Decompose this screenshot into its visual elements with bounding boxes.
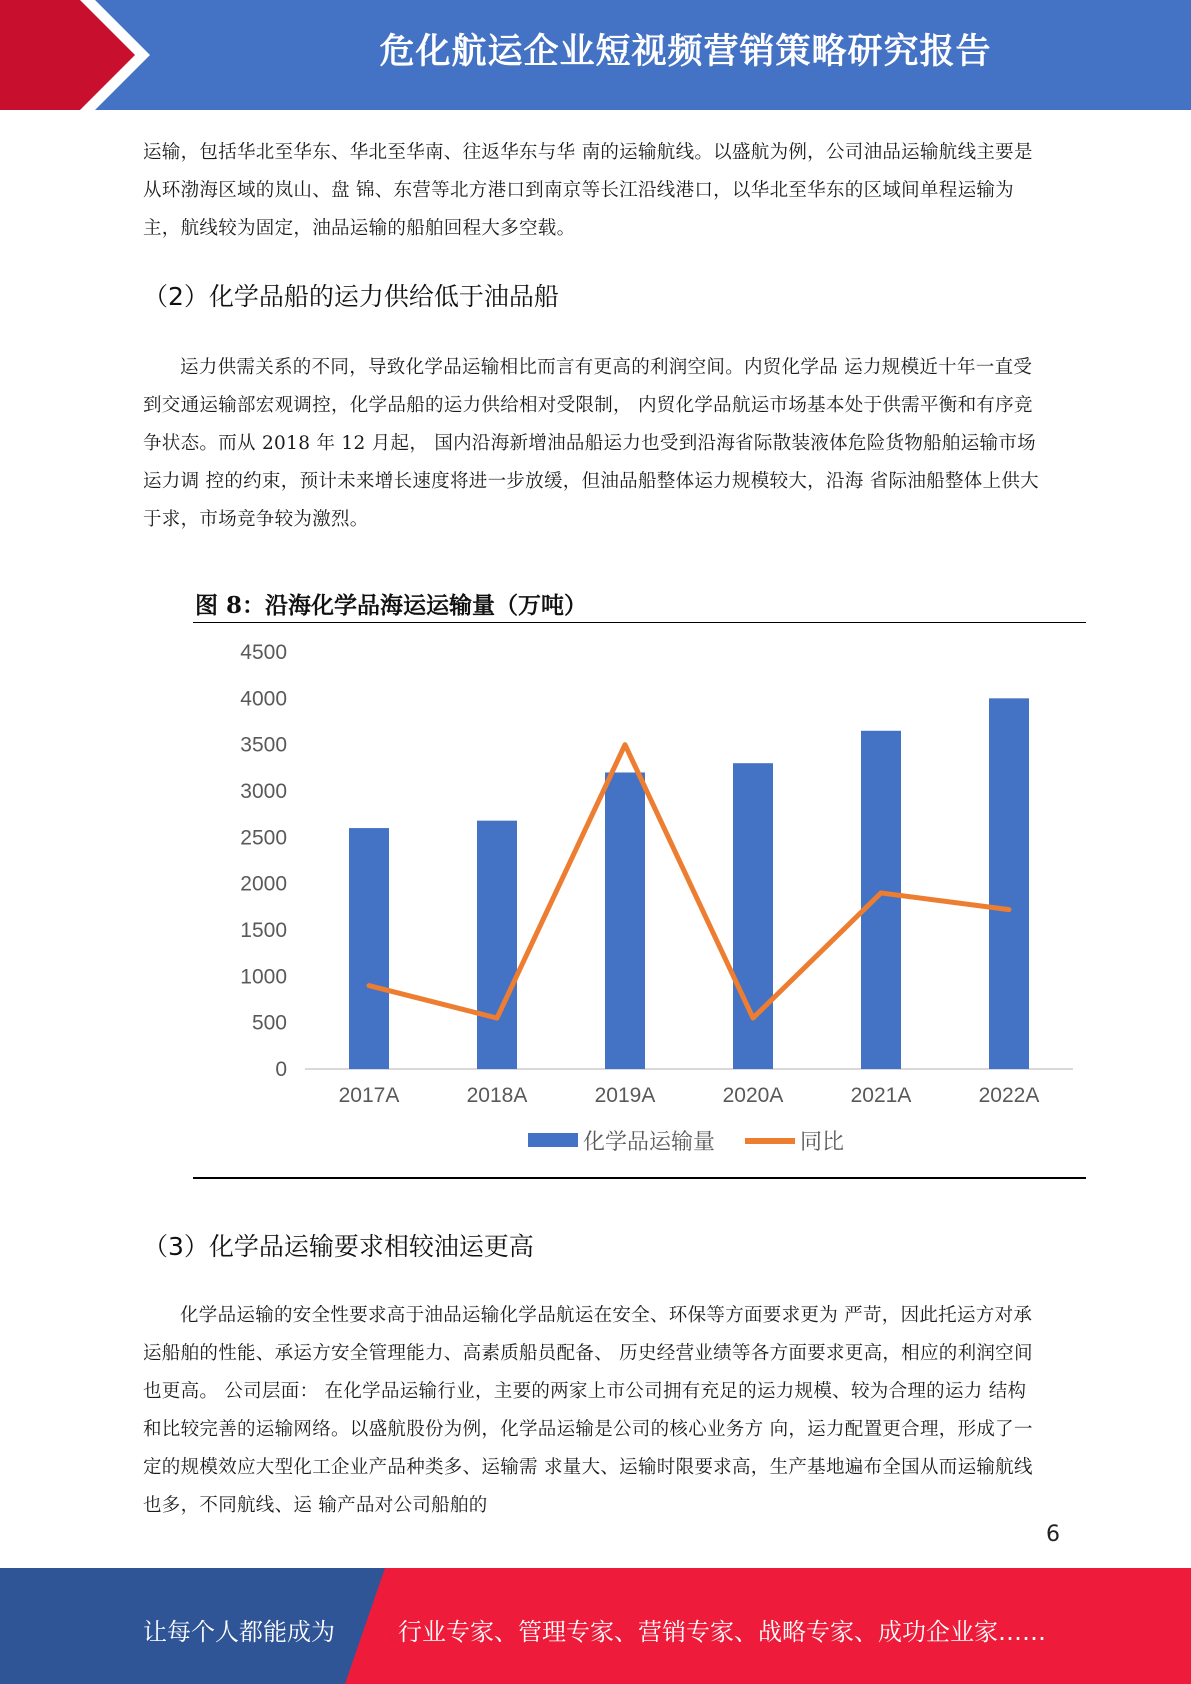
- y-axis: [240, 641, 287, 1081]
- y-tick-label: 3000: [240, 780, 287, 803]
- y-tick-label: 4000: [240, 687, 287, 711]
- footer-slogan-left: 让每个人都能成为: [143, 1618, 335, 1646]
- bar-2018A: [477, 821, 517, 1069]
- x-axis: [339, 1084, 1040, 1107]
- legend-label-line: 同比: [800, 1130, 845, 1155]
- figure-top-rule: [193, 622, 1086, 623]
- legend-label-bar: 化学品运输量: [583, 1130, 716, 1155]
- bar-2017A: [349, 828, 389, 1069]
- legend-swatch-bar: [528, 1133, 578, 1147]
- paragraph-1: 运输，包括华北至华东、华北至华南、往返华东与华 南的运输航线。以盛航为例，公司油品运输航线主要是从环渤海区域的岚山、盘 锦、东营等北方港口到南京等长江沿线港口，以华北至华东的区域间单程运输为 主，航线较为固定，油品运输的船舶回程大多空载。: [143, 142, 1033, 239]
- section-heading-3: （3）化学品运输要求相较油运更高: [143, 1232, 534, 1261]
- header-arrow-decoration: [0, 0, 160, 110]
- x-tick-label: 2019A: [594, 1084, 656, 1107]
- y-tick-label: 4500: [240, 641, 287, 664]
- figure-bottom-rule: [193, 1177, 1086, 1179]
- y-tick-label: 0: [275, 1058, 287, 1081]
- x-tick-label: 2022A: [978, 1084, 1040, 1107]
- figure-title: 图 8：沿海化学品海运运输量（万吨）: [195, 592, 588, 619]
- bar-2021A: [861, 731, 901, 1069]
- line-series-yoy: [369, 745, 1009, 1018]
- y-tick-label: 2500: [240, 826, 287, 850]
- x-tick-label: 2017A: [338, 1084, 400, 1107]
- paragraph-3: 化学品运输的安全性要求高于油品运输化学品航运在安全、环保等方面要求更为 严苛，因此托运方对承运船舶的性能、承运方安全管理能力、高素质船员配备、 历史经营业绩等各方面要求更高，相应的利润空间也更高。 公司层面： 在化学品运输行业，主要的两家上市公司拥有充足的运力规模、较为合理的运力 结构和比较完善的运输网络。以盛航股份为例，化学品运输是公司的核心业务方 向，运力配置更合理，形成了一定的规模效应大型化工企业产品种类多、运输需 求量大、运输时限要求高，生产基地遍布全国从而运输航线也多，不同航线、运 输产品对公司船舶的: [143, 1305, 1033, 1516]
- y-tick-label: 2000: [240, 872, 287, 896]
- y-tick-label: 500: [251, 1011, 287, 1035]
- header-title: 危化航运企业短视频营销策略研究报告: [379, 32, 992, 72]
- x-tick-label: 2020A: [722, 1084, 784, 1107]
- chart: [193, 625, 1086, 1175]
- paragraph-2: 运力供需关系的不同，导致化学品运输相比而言有更高的利润空间。内贸化学品 运力规模近十年一直受到交通运输部宏观调控，化学品船的运力供给相对受限制， 内贸化学品航运市场基本处于供需平衡和有序竞争状态。而从 2018 年 12 月起， 国内沿海新增油品船运力也受到沿海省际散装液体危险货物船舶运输市场运力调 控的约束，预计未来增长速度将进一步放缓，但油品船整体运力规模较大，沿海 省际油船整体上供大于求，市场竞争较为激烈。: [143, 357, 1039, 530]
- bar-2019A: [605, 772, 645, 1069]
- y-tick-label: 1500: [240, 919, 287, 942]
- y-tick-label: 1000: [240, 965, 287, 989]
- page-header: [0, 0, 1191, 110]
- x-tick-label: 2021A: [850, 1084, 912, 1107]
- page-number: 6: [1046, 1522, 1060, 1547]
- x-tick-label: 2018A: [466, 1084, 528, 1107]
- bar-2020A: [733, 763, 773, 1069]
- chart-legend: [528, 1130, 844, 1155]
- y-tick-label: 3500: [240, 733, 287, 757]
- bar-2022A: [989, 698, 1029, 1069]
- section-heading-2: （2）化学品船的运力供给低于油品船: [143, 282, 559, 311]
- footer-slogan-right: 行业专家、管理专家、营销专家、战略专家、成功企业家……: [398, 1618, 1046, 1646]
